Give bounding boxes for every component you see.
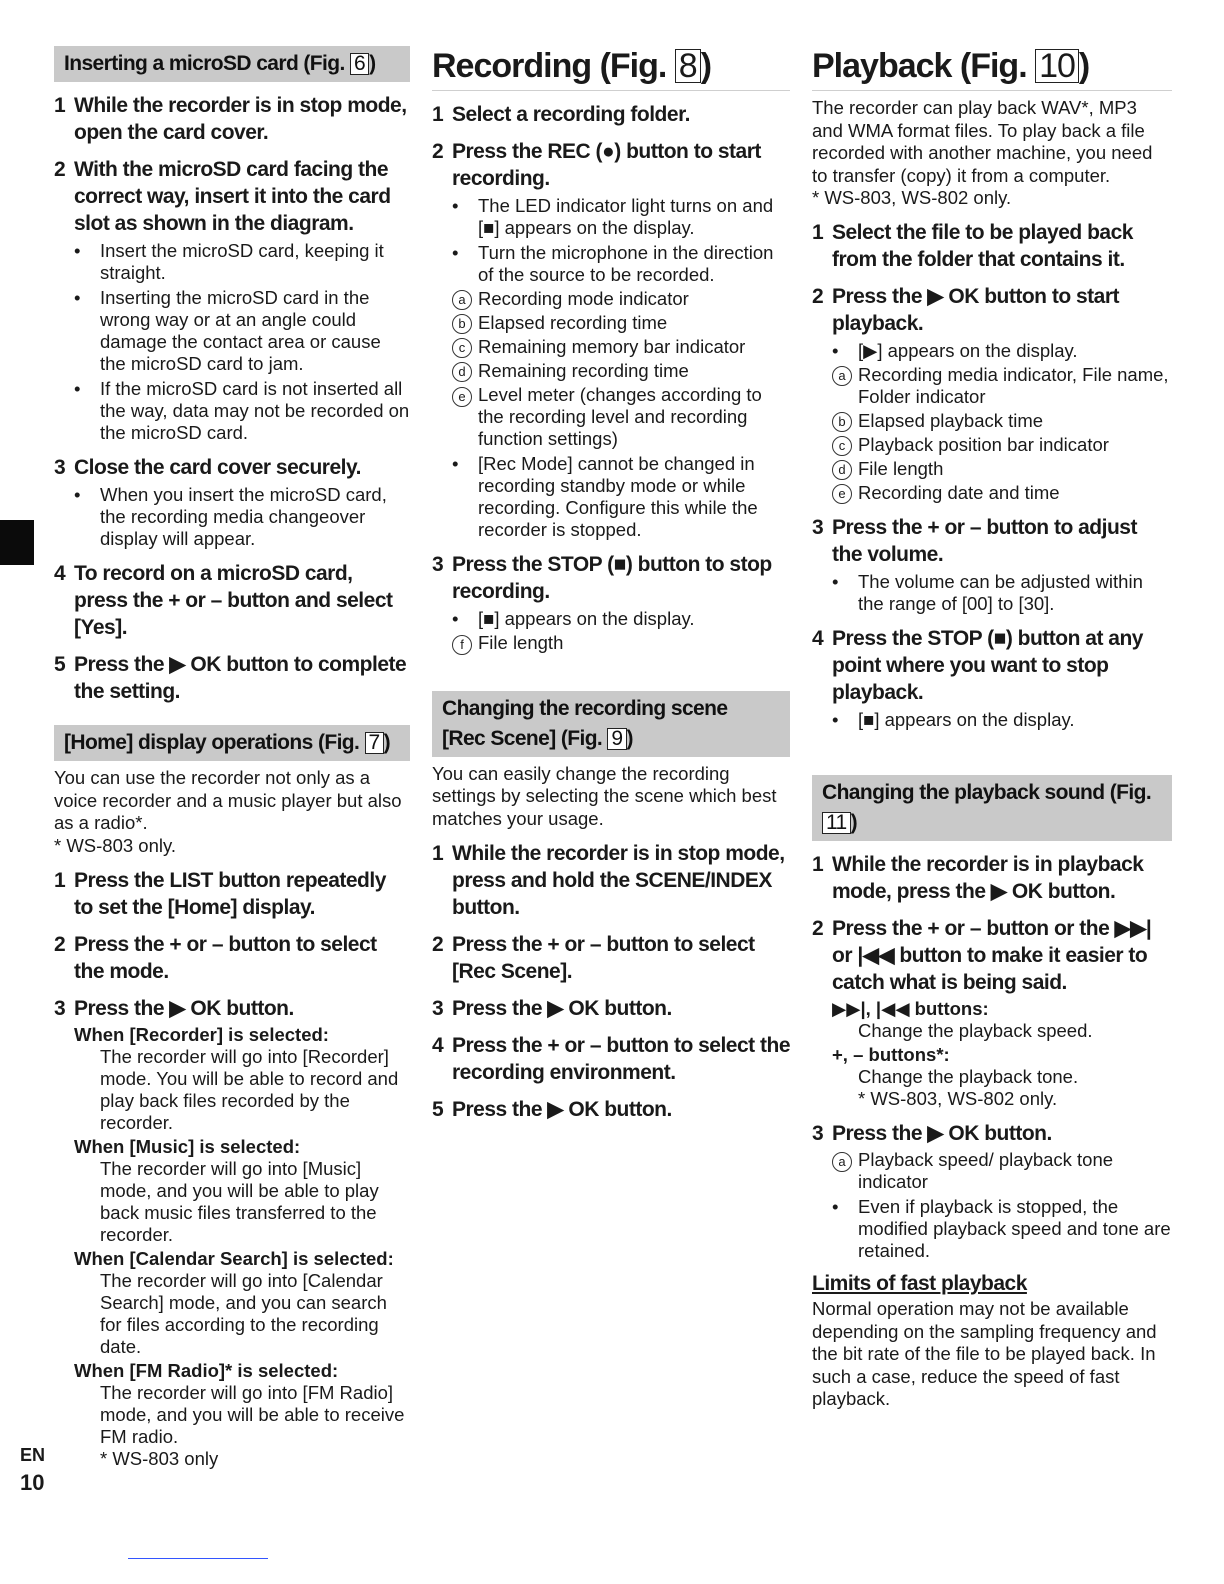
callout-item: a Recording mode indicator [432, 288, 790, 310]
when-text: The recorder will go into [Recorder] mode. You will be able to record and play back files recorded by the recorder. [100, 1045, 399, 1133]
step: 1 While the recorder is in stop mode, press and hold the SCENE/INDEX button. [432, 842, 785, 920]
bullet: • [Rec Mode] cannot be changed in recording standby mode or while recording. Configure this while the recorder is stopped. [452, 453, 758, 541]
callout-item: d Remaining recording time [432, 360, 790, 382]
step: 2 Press the + or – button to select the mode. [54, 932, 377, 983]
note: * WS-803 only. [54, 834, 177, 856]
column-middle [432, 46, 790, 1123]
when-text: The recorder will go into [Music] mode, and you will be able to play back music files transferred to the recorder. [100, 1157, 379, 1245]
bullet: • Inserting the microSD card in the wrong way or at an angle could damage the contact area or cause the microSD card to jam. [74, 287, 381, 374]
step: 1 Press the LIST button repeatedly to set the [Home] display. [54, 868, 386, 919]
when-label: When [FM Radio]* is selected: [74, 1359, 339, 1381]
callout-item: a Recording media indicator, File name, Folder indicator [812, 364, 1172, 408]
column-left [54, 46, 410, 1470]
when-label: When [Calendar Search] is selected: [74, 1247, 394, 1269]
limits-text: Normal operation may not be available depending on the sampling frequency and the bit rate of the file to be played back. In such a case, reduce the speed of fast playback. [812, 1298, 1157, 1410]
footer-line [128, 1558, 268, 1559]
figure-ref: 7 [365, 732, 384, 754]
bullet: • The LED indicator light turns on and [■] appears on the display. [452, 195, 774, 238]
figure-ref: 9 [607, 728, 626, 750]
section-heading-playback: Playback (Fig. 10 ) [812, 46, 1172, 91]
language-label: EN [20, 1445, 46, 1465]
step: 4 Press the + or – button to select the recording environment. [432, 1034, 790, 1085]
step: 5 Press the ▶ OK button. [432, 1098, 672, 1122]
note: * WS-803, WS-802 only. [812, 187, 1012, 208]
callout-item: e Recording date and time [812, 482, 1172, 504]
step: 5 Press the ▶ OK button to complete the setting. [54, 653, 407, 703]
callout-item: e Level meter (changes according to the recording level and recording function settings) [432, 384, 790, 450]
figure-ref: 6 [350, 53, 369, 75]
bullet: • Even if playback is stopped, the modified playback speed and tone are retained. [832, 1196, 1171, 1262]
bullet: • Turn the microphone in the direction of the source to be recorded. [452, 242, 774, 285]
callout-item: b Elapsed playback time [812, 410, 1172, 432]
section-heading-microsd: Inserting a microSD card (Fig. 6 ) [54, 46, 410, 82]
def-text: Change the playback tone. [858, 1066, 1079, 1088]
when-label: When [Recorder] is selected: [74, 1023, 329, 1045]
when-text: The recorder will go into [FM Radio] mode, and you will be able to receive FM radio. [100, 1381, 405, 1447]
section-heading-recording: Recording (Fig. 8 ) [432, 46, 790, 91]
def-text: Change the playback speed. [858, 1020, 1093, 1042]
step: 2 With the microSD card facing the correct way, insert it into the card slot as shown in the diagram. [54, 158, 391, 235]
bullet: • The volume can be adjusted within the range of [00] to [30]. [832, 571, 1143, 615]
figure-ref: 11 [822, 812, 851, 834]
step: 3 Press the STOP (■) button to stop recording. [432, 553, 772, 604]
callout-item: c Playback position bar indicator [812, 434, 1172, 456]
figure-ref: 8 [675, 49, 701, 83]
intro-text: You can easily change the recording settings by selecting the scene which best matches your usage. [432, 762, 777, 829]
callout-item: c Remaining memory bar indicator [432, 336, 790, 358]
step: 1 Select the file to be played back from the folder that contains it. [812, 221, 1133, 271]
page-edge-tab [0, 520, 34, 565]
section-heading-rec-scene: Changing the recording scene [Rec Scene] (Fig. 9 ) [432, 691, 790, 757]
section-heading-playback-sound: Changing the playback sound (Fig. 11 ) [812, 775, 1172, 841]
note: * WS-803, WS-802 only. [858, 1088, 1058, 1110]
note: * WS-803 only [100, 1447, 219, 1469]
step: 3 Close the card cover securely. [54, 456, 361, 479]
callout-item: a Playback speed/ playback tone indicator [812, 1149, 1172, 1193]
bullet: • [▶] appears on the display. [832, 340, 1078, 361]
step: 2 Press the ▶ OK button to start playback. [812, 285, 1120, 335]
bullet: • [■] appears on the display. [832, 709, 1075, 731]
step: 3 Press the + or – button to adjust the volume. [812, 516, 1137, 567]
step: 3 Press the ▶ OK button. [54, 996, 294, 1020]
intro-text: You can use the recorder not only as a voice recorder and a music player but also as a radio*. [54, 767, 402, 833]
page-number: 10 [20, 1470, 45, 1495]
when-label: When [Music] is selected: [74, 1135, 301, 1157]
def-label: ▶▶|, |◀◀ buttons: [832, 998, 989, 1020]
bullet: • If the microSD card is not inserted all the way, data may not be recorded on the microSD card. [74, 378, 410, 443]
step: 2 Press the + or – button to select [Rec Scene]. [432, 933, 755, 984]
step: 2 Press the + or – button or the ▶▶| or |◀◀ button to make it easier to catch what is being said. [812, 917, 1152, 995]
step: 3 Press the ▶ OK button. [812, 1122, 1052, 1146]
when-text: The recorder will go into [Calendar Search] mode, and you can search for files according to the recording date. [100, 1269, 387, 1357]
step: 2 Press the REC (●) button to start recording. [432, 140, 761, 190]
step: 3 Press the ▶ OK button. [432, 997, 672, 1021]
step: 1 While the recorder is in stop mode, open the card cover. [54, 94, 407, 144]
callout-item: b Elapsed recording time [432, 312, 790, 334]
figure-ref: 10 [1035, 49, 1079, 83]
def-label: +, – buttons*: [832, 1044, 950, 1066]
bullet: • [■] appears on the display. [452, 608, 695, 630]
step: 4 Press the STOP (■) button at any point where you want to stop playback. [812, 627, 1143, 705]
bullet: • Insert the microSD card, keeping it straight. [74, 240, 384, 283]
callout-item: d File length [812, 458, 1172, 480]
limits-heading: Limits of fast playback [812, 1272, 1027, 1296]
callout-item: f File length [432, 632, 790, 654]
step: 1 Select a recording folder. [432, 103, 690, 126]
bullet: • When you insert the microSD card, the recording media changeover display will appear. [74, 484, 387, 549]
section-heading-home: [Home] display operations (Fig. 7 ) [54, 725, 410, 761]
step: 1 While the recorder is in playback mode, press the ▶ OK button. [812, 853, 1144, 904]
column-right [812, 46, 1172, 1411]
step: 4 To record on a microSD card, press the + or – button and select [Yes]. [54, 562, 393, 639]
intro-text: The recorder can play back WAV*, MP3 and WMA format files. To play back a file recorded with another machine, you need to transfer (copy) it from a computer. [812, 97, 1153, 186]
